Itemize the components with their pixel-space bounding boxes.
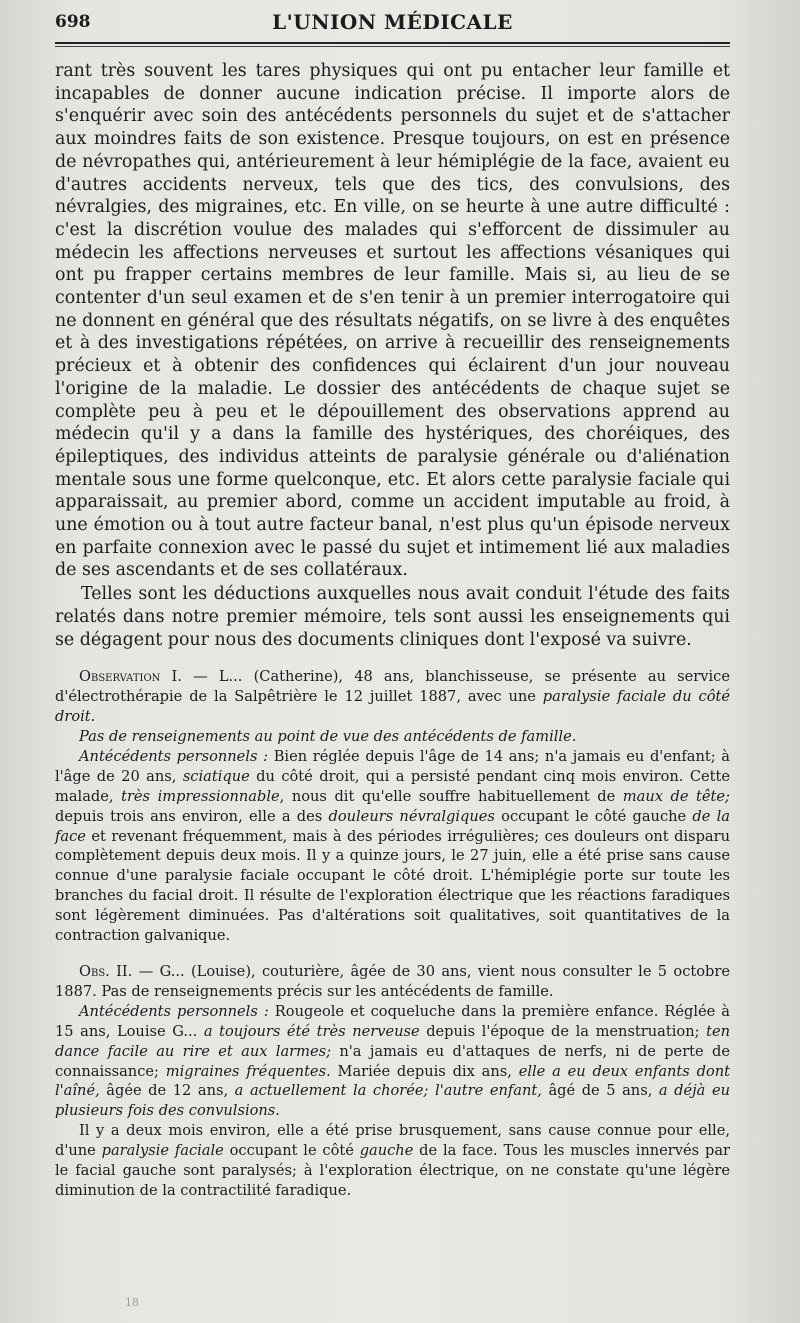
text-run: n'a jamais eu d'attaques de nerfs, ni de perte de connaissance;	[55, 1042, 731, 1080]
article-body	[55, 60, 730, 1201]
emphasis-run: migraines fréquentes	[165, 1062, 327, 1080]
observation-1-personal	[55, 747, 730, 946]
text-run: occupant le côté gauche	[494, 807, 693, 825]
emphasis-run: de la face	[55, 807, 730, 845]
text-run: et revenant fréquemment, mais à des périodes irrégulières; ces douleurs ont disparu complètement depuis deux mois. Il y a quinze jours, le 27 juin, elle a été prise sans cause connue d'une paralysie faciale occupant le côté droit. L'hémiplégie porte sur toute les branches du facial droit. Il résulte de l'exploration électrique que les réactions faradiques sont légèrement diminuées. Pas d'altérations soit qualitatives, soit quantitatives de la contraction galvanique.	[55, 827, 730, 945]
paragraph-1: rant très souvent les tares physiques qui ont pu entacher leur famille et incapables de donner aucune indication précise. Il importe alors de s'enquérir avec soin des antécédents personnels du sujet et de s'attacher aux moindres faits de son existence. Presque toujours, on est en présence de névropathes qui, antérieurement à leur hémiplégie de la face, avaient eu d'autres accidents nerveux, tels que des tics, des convulsions, des névralgies, des migraines, etc. En ville, on se heurte à une autre difficulté : c'est la discrétion voulue des malades qui s'efforcent de dissimuler au médecin les affections nerveuses et surtout les affections vésaniques qui ont pu frapper certains membres de leur famille. Mais si, au lieu de se contenter d'un seul examen et de s'en tenir à un premier interrogatoire qui ne donnent en général que des résultats négatifs, on se livre à des enquêtes et à des investigations répétées, on arrive à recueillir des renseignements précieux et à obtenir des confidences qui éclairent d'un jour nouveau l'origine de la maladie. Le dossier des antécédents de chaque sujet se complète peu à peu et le dépouillement des observations apprend au médecin qu'il y a dans la famille des hystériques, des choréiques, des épileptiques, des individus atteints de paralysie générale ou d'aliénation mentale sous une forme quelconque, etc. Et alors cette paralysie faciale qui apparaissait, au premier abord, comme un accident imputable au froid, à une émotion ou à tout autre facteur banal, n'est plus qu'un épisode nerveux en parfaite connexion avec le passé du sujet et intimement lié aux maladies de ses ascendants et de ses collatéraux.	[55, 61, 730, 581]
text-run: depuis trois ans environ, elle a des	[55, 807, 329, 825]
emphasis-run: maux de tête;	[622, 787, 730, 805]
text-run: . Mariée depuis dix ans,	[326, 1062, 519, 1080]
observation-1-label: Observation I.	[79, 668, 182, 686]
journal-title: L'UNION MÉDICALE	[272, 10, 513, 34]
text-run: âgée de 12 ans,	[99, 1082, 235, 1100]
emphasis-run: a actuellement la chorée; l'autre enfant,	[234, 1082, 542, 1100]
page-header	[55, 10, 730, 46]
observation-2-intro-text: — G... (Louise), couturière, âgée de 30 ans, vient nous consulter le 5 octobre 1887. Pas de renseignements précis sur les antécédents de famille.	[55, 962, 730, 1000]
header-rule	[55, 42, 730, 44]
observation-1-family-text: Pas de renseignements au point de vue des antécédents de famille.	[79, 728, 577, 745]
text-run: Bien réglée depuis l'âge de 14 ans; n'a jamais eu d'enfant; à l'âge de 20 ans,	[55, 747, 730, 785]
observation-2-onset	[55, 1121, 730, 1201]
emphasis-run: elle a eu deux enfants dont l'aîné,	[55, 1062, 730, 1100]
emphasis-run: sciatique	[182, 767, 250, 785]
observation-1-diagnosis: paralysie faciale du côté droit.	[55, 688, 730, 726]
observation-2-intro	[55, 962, 730, 1002]
observation-2-personal-label: Antécédents personnels :	[79, 1002, 269, 1020]
text-run: de la face. Tous les muscles innervés par le facial gauche sont paralysés; à l'exploration électrique, on ne constate qu'une légère diminution de la contractilité faradique.	[55, 1142, 730, 1199]
text-run: , nous dit qu'elle souffre habituellement de	[279, 787, 623, 805]
main-text	[55, 60, 730, 651]
emphasis-run: douleurs névralgiques	[328, 807, 495, 825]
text-run: Rougeole et coqueluche dans la première enfance. Réglée à 15 ans, Louise G...	[55, 1002, 730, 1040]
emphasis-run: a déjà eu plusieurs fois des convulsions.	[55, 1082, 730, 1120]
observation-2-personal	[55, 1002, 730, 1121]
observation-1-family	[55, 727, 730, 747]
text-run: âgé de 5 ans,	[541, 1082, 659, 1100]
observation-1-intro-text: — L... (Catherine), 48 ans, blanchisseuse, se présente au service d'électrothérapie de la Salpêtrière le 12 juillet 1887, avec une	[55, 668, 730, 706]
emphasis-run: gauche	[359, 1142, 414, 1160]
header-rule-thin	[55, 46, 730, 47]
observation-1	[55, 667, 730, 946]
observation-2	[55, 962, 730, 1201]
observation-1-intro	[55, 667, 730, 727]
text-run: occupant le côté	[223, 1142, 360, 1160]
observation-2-label: Obs. II.	[79, 962, 133, 980]
emphasis-run: très impressionnable	[121, 787, 280, 805]
page-footer	[55, 1296, 730, 1316]
emphasis-run: a toujours été très nerveuse	[203, 1022, 420, 1040]
emphasis-run: paralysie faciale	[101, 1142, 224, 1160]
signature-mark: 18	[125, 1296, 139, 1309]
observation-1-personal-label: Antécédents personnels :	[79, 747, 269, 765]
text-run: Il y a deux mois environ, elle a été prise brusquement, sans cause connue pour elle, d'une	[55, 1122, 730, 1160]
page-number: 698	[55, 12, 91, 32]
text-run: du côté droit, qui a persisté pendant cinq mois environ. Cette malade,	[55, 767, 730, 805]
paragraph-2: Telles sont les déductions auxquelles nous avait conduit l'étude des faits relatés dans notre premier mémoire, tels sont aussi les enseignements qui se dégagent pour nous des documents cliniques dont l'exposé va suivre.	[55, 584, 730, 650]
emphasis-run: ten dance facile au rire et aux larmes;	[55, 1022, 730, 1060]
text-run: depuis l'époque de la menstruation;	[419, 1022, 707, 1040]
